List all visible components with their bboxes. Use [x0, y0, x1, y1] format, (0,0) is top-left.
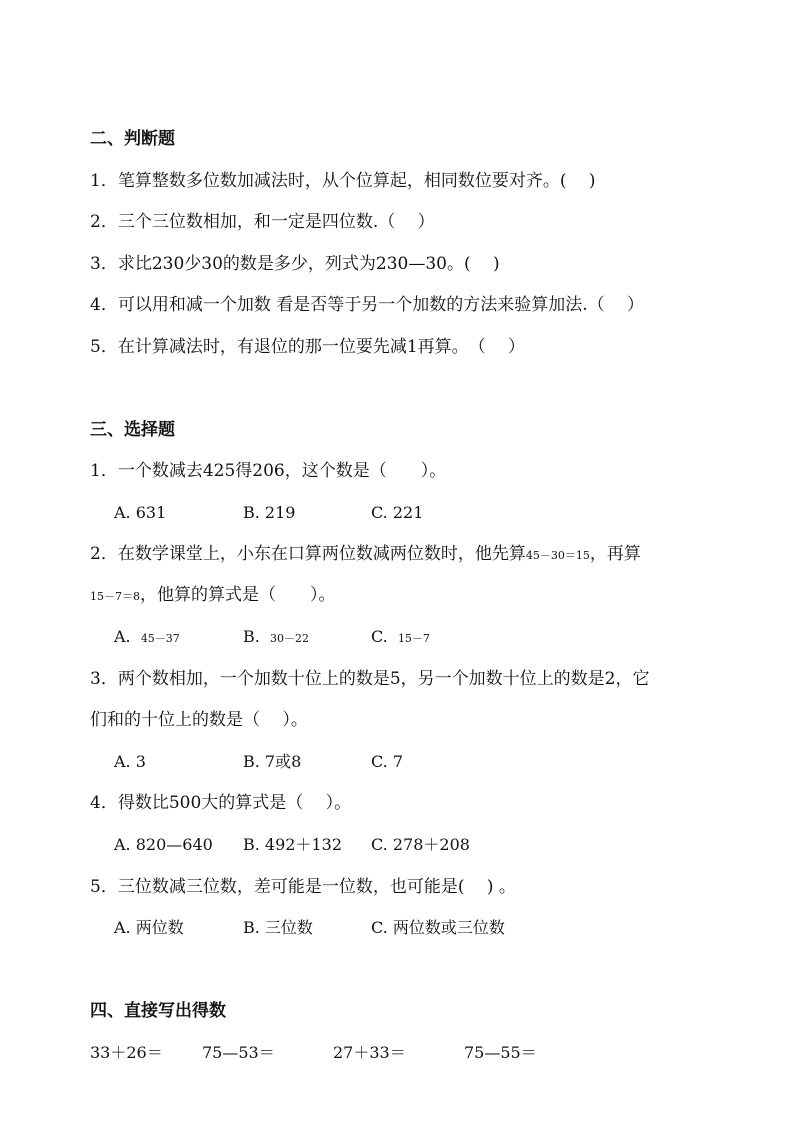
choice-q2-option-b-label: B.: [243, 627, 260, 646]
section-heading-mental-math: 四、直接写出得数: [90, 1001, 226, 1021]
judgement-item-3: 3．求比230少30的数是多少，列式为230—30。( ): [90, 254, 500, 274]
choice-q2-formula2: 15－7＝8: [90, 590, 140, 603]
choice-q3-option-c: C. 7: [371, 752, 404, 771]
choice-q2-option-a: [114, 626, 180, 650]
choice-q1-option-a: A. 631: [114, 503, 167, 522]
choice-q4-stem: 4．得数比500大的算式是（ ）。: [90, 793, 352, 813]
choice-q2-option-c-value: 15－7: [397, 632, 430, 645]
choice-q2-stem-part2: ，再算: [589, 544, 641, 564]
choice-q3-option-b: B. 7或8: [243, 752, 302, 771]
judgement-item-2: 2．三个三位数相加，和一定是四位数.（ ）: [90, 212, 435, 232]
choice-q2-stem-line1: [90, 543, 641, 567]
choice-q1-stem: 1．一个数减去425得206，这个数是（ ）。: [90, 461, 447, 481]
choice-q4-option-a: A. 820—640: [114, 835, 213, 854]
choice-q2-option-b: [243, 626, 309, 650]
choice-q2-stem-part1: 2．在数学课堂上，小东在口算两位数减两位数时，他先算: [90, 544, 526, 564]
choice-q2-option-a-label: A.: [114, 627, 131, 646]
choice-q3-stem-line1: 3．两个数相加，一个加数十位上的数是5，另一个加数十位上的数是2，它: [90, 669, 650, 689]
choice-q1-option-b: B. 219: [243, 503, 296, 522]
choice-q2-option-a-value: 45－37: [140, 632, 180, 645]
choice-q2-option-c: [371, 626, 430, 650]
judgement-item-4: 4．可以用和减一个加数 看是否等于另一个加数的方法来验算加法.（ ）: [90, 295, 645, 315]
choice-q3-option-a: A. 3: [114, 752, 146, 771]
choice-q5-stem: 5．三位数减三位数，差可能是一位数，也可能是( ) 。: [90, 877, 516, 897]
choice-q2-option-c-label: C.: [371, 627, 388, 646]
choice-q2-stem-part3: ，他算的算式是（ ）。: [140, 585, 336, 605]
section-heading-choice: 三、选择题: [90, 420, 175, 440]
mental-math-item-3: 27＋33＝: [333, 1043, 406, 1062]
choice-q5-option-c: C. 两位数或三位数: [371, 918, 505, 937]
mental-math-item-1: 33＋26＝: [90, 1043, 163, 1062]
choice-q3-stem-line2: 们和的十位上的数是（ ）。: [90, 710, 308, 730]
choice-q4-option-b: B. 492＋132: [243, 835, 343, 854]
mental-math-item-4: 75—55＝: [464, 1043, 537, 1062]
choice-q2-option-b-value: 30－22: [270, 632, 310, 645]
choice-q1-option-c: C. 221: [371, 503, 424, 522]
choice-q2-formula1: 45－30＝15: [525, 549, 590, 562]
choice-q2-stem-line2: [90, 584, 336, 608]
choice-q5-option-a: A. 两位数: [114, 918, 184, 937]
section-heading-judgement: 二、判断题: [90, 129, 175, 149]
choice-q4-option-c: C. 278＋208: [371, 835, 470, 854]
mental-math-item-2: 75—53＝: [202, 1043, 275, 1062]
judgement-item-5: 5．在计算减法时，有退位的那一位要先减1再算。 （ ）: [90, 337, 526, 357]
choice-q5-option-b: B. 三位数: [243, 918, 313, 937]
judgement-item-1: 1．笔算整数多位数加减法时，从个位算起，相同数位要对齐。( ): [90, 171, 596, 191]
